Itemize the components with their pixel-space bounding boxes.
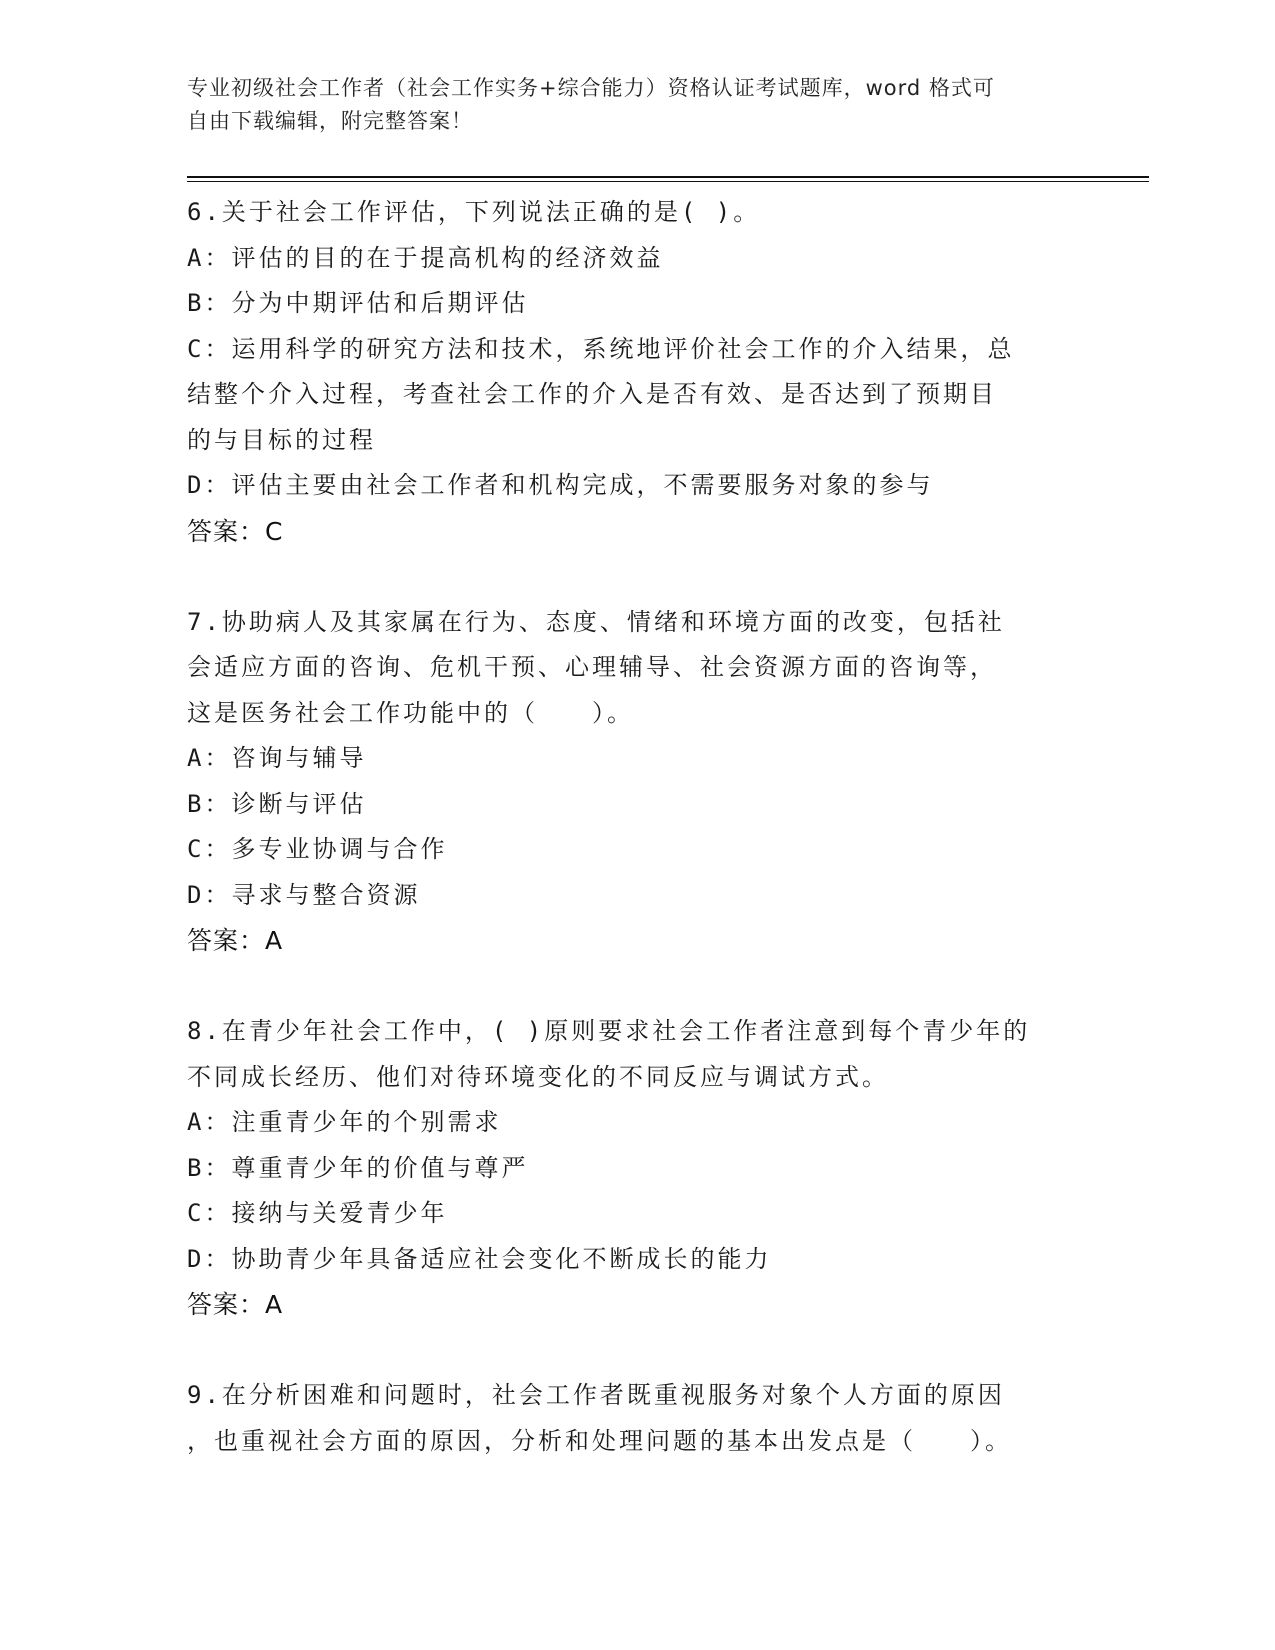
question-block xyxy=(187,1009,1087,1327)
answer-option: A：咨询与辅导 xyxy=(187,744,367,772)
question-stem: 8.在青少年社会工作中，( )原则要求社会工作者注意到每个青少年的 xyxy=(187,1017,1031,1045)
question-stem: 这是医务社会工作功能中的（ ）。 xyxy=(187,698,634,727)
answer-option: D：寻求与整合资源 xyxy=(187,880,421,909)
question-stem: 不同成长经历、他们对待环境变化的不同反应与调试方式。 xyxy=(187,1062,889,1091)
answer-key: 答案：A xyxy=(187,1290,284,1319)
answer-option: C：运用科学的研究方法和技术，系统地评价社会工作的介入结果，总 xyxy=(187,334,1015,363)
answer-option: C：接纳与关爱青少年 xyxy=(187,1199,448,1227)
question-block xyxy=(187,1373,1087,1464)
question-block xyxy=(187,600,1087,964)
header-line-1: 专业初级社会工作者（社会工作实务+综合能力）资格认证考试题库，word 格式可 xyxy=(187,76,995,100)
answer-option: B：分为中期评估和后期评估 xyxy=(187,289,529,317)
header-divider-thick xyxy=(187,176,1149,178)
question-list xyxy=(187,190,1087,1510)
answer-option: 结整个介入过程，考查社会工作的介入是否有效、是否达到了预期目 xyxy=(187,380,997,408)
answer-option: B：诊断与评估 xyxy=(187,789,367,818)
question-stem: 6.关于社会工作评估，下列说法正确的是( )。 xyxy=(187,198,761,226)
header-divider-thin xyxy=(187,181,1149,182)
question-stem: 会适应方面的咨询、危机干预、心理辅导、社会资源方面的咨询等， xyxy=(187,653,997,681)
document-header xyxy=(187,72,1087,138)
answer-option: A：注重青少年的个别需求 xyxy=(187,1108,502,1136)
question-block xyxy=(187,190,1087,554)
header-line-2: 自由下载编辑，附完整答案！ xyxy=(187,109,473,133)
answer-option: B：尊重青少年的价值与尊严 xyxy=(187,1153,529,1182)
answer-option: 的与目标的过程 xyxy=(187,425,376,454)
answer-key: 答案：C xyxy=(187,516,284,546)
question-stem: 7.协助病人及其家属在行为、态度、情绪和环境方面的改变，包括社 xyxy=(187,607,1005,636)
answer-option: C：多专业协调与合作 xyxy=(187,835,448,863)
answer-option: D：评估主要由社会工作者和机构完成，不需要服务对象的参与 xyxy=(187,471,934,499)
question-stem: ，也重视社会方面的原因，分析和处理问题的基本出发点是（ ）。 xyxy=(187,1426,1012,1455)
answer-option: A：评估的目的在于提高机构的经济效益 xyxy=(187,243,664,272)
answer-key: 答案：A xyxy=(187,926,284,955)
question-stem: 9.在分析困难和问题时，社会工作者既重视服务对象个人方面的原因 xyxy=(187,1381,1005,1409)
answer-option: D：协助青少年具备适应社会变化不断成长的能力 xyxy=(187,1244,772,1273)
